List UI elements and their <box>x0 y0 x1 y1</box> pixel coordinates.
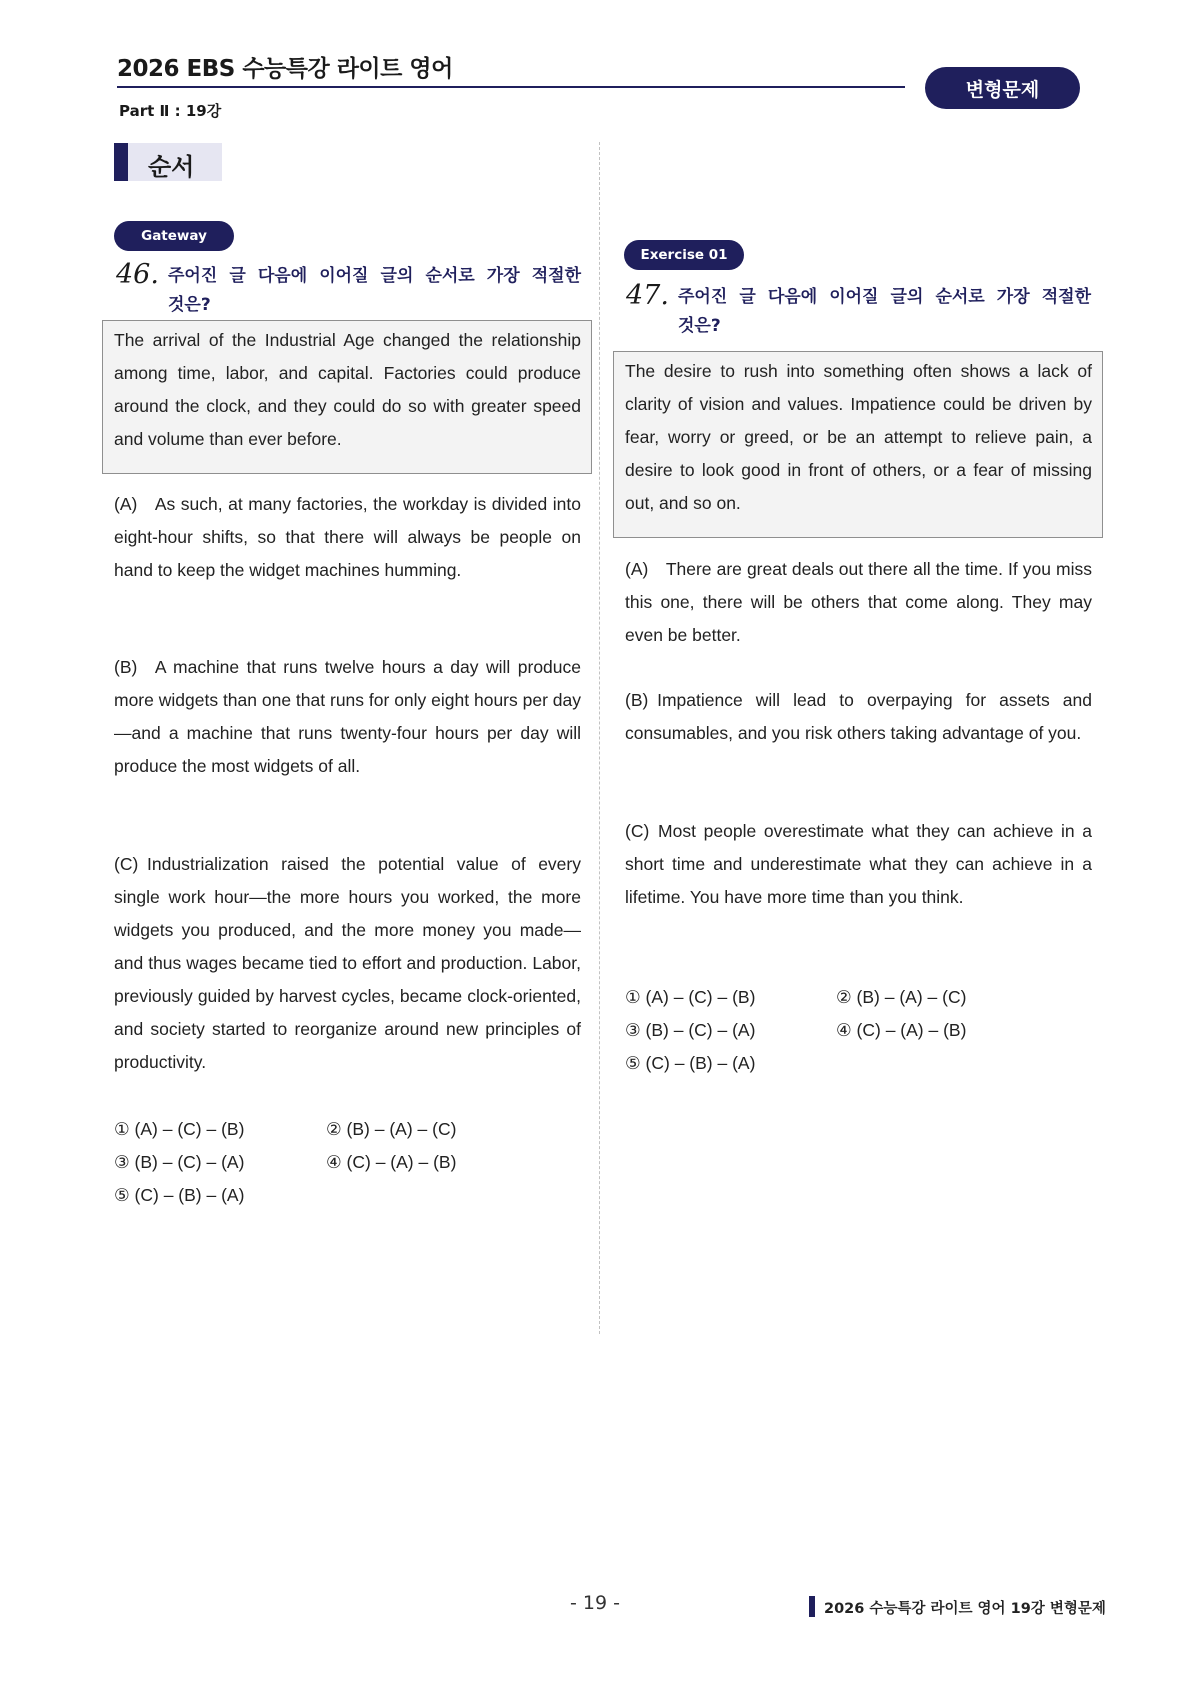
q46-prompt <box>168 262 581 320</box>
header-divider <box>117 86 905 88</box>
q46-prompt-line2: 것은? <box>168 295 211 315</box>
q46-prompt-line1: 주어진 글 다음에 이어질 글의 순서로 가장 적절한 <box>168 266 581 286</box>
q46-choice-1[interactable]: ① (A) – (C) – (B) <box>114 1119 245 1139</box>
q47-choice-4[interactable]: ④ (C) – (A) – (B) <box>836 1020 967 1040</box>
section-title: 순서 <box>148 153 195 181</box>
q47-paragraph-a: (A) There are great deals out there all the time. If you miss this one, there will be others that come along. They may even be better. <box>625 559 1092 645</box>
q46-number: 46. <box>116 259 159 290</box>
q46-paragraph-c: (C) Industrialization raised the potential value of every single work hour—the more hours you worked, the more widgets you produced, and the more money you made—and thus wages became tied to effort and production. Labor, previously guided by harvest cycles, became clock-oriented, and society started to reorganize around new principles of productivity. <box>114 854 581 1072</box>
q47-choice-2[interactable]: ② (B) – (A) – (C) <box>836 987 967 1007</box>
q47-prompt-line1: 주어진 글 다음에 이어질 글의 순서로 가장 적절한 <box>678 287 1091 307</box>
section-heading-bar <box>114 143 128 181</box>
q47-prompt <box>678 283 1091 341</box>
q46-choice-2[interactable]: ② (B) – (A) – (C) <box>326 1119 457 1139</box>
q47-choice-3[interactable]: ③ (B) – (C) – (A) <box>625 1020 756 1040</box>
q47-choice-1[interactable]: ① (A) – (C) – (B) <box>625 987 756 1007</box>
q47-paragraph-b: (B) Impatience will lead to overpaying for assets and consumables, and you risk others taking advantage of you. <box>625 690 1092 743</box>
header-title: 2026 EBS 수능특강 라이트 영어 <box>117 56 453 82</box>
footer-bar <box>809 1596 815 1617</box>
q47-prompt-line2: 것은? <box>678 316 721 336</box>
q46-paragraph-b: (B) A machine that runs twelve hours a day will produce more widgets than one that runs for only eight hours per day—and a machine that runs twenty-four hours per day will produce the most widgets of all. <box>114 657 581 776</box>
q47-paragraph-c: (C) Most people overestimate what they can achieve in a short time and underestimate what they can achieve in a lifetime. You have more time than you think. <box>625 821 1092 907</box>
variant-badge: 변형문제 <box>925 67 1080 109</box>
q47-number: 47. <box>626 280 669 311</box>
q47-choice-5[interactable]: ⑤ (C) – (B) – (A) <box>625 1053 756 1073</box>
q46-choice-4[interactable]: ④ (C) – (A) – (B) <box>326 1152 457 1172</box>
page-number: - 19 - <box>570 1592 620 1614</box>
gateway-tag: Gateway <box>114 221 234 251</box>
header-subtitle: Part Ⅱ : 19강 <box>119 102 222 120</box>
q46-choice-3[interactable]: ③ (B) – (C) – (A) <box>114 1152 245 1172</box>
q47-given-text: The desire to rush into something often shows a lack of clarity of vision and values. Impatience could be driven by fear, worry or greed, or be an attempt to relieve pain, a desire to look good in front of others, or a fear of missing out, and so on. <box>625 361 1092 513</box>
column-divider <box>599 142 600 1334</box>
q46-choice-5[interactable]: ⑤ (C) – (B) – (A) <box>114 1185 245 1205</box>
footer-text: 2026 수능특강 라이트 영어 19강 변형문제 <box>824 1601 1106 1617</box>
q46-paragraph-a: (A) As such, at many factories, the workday is divided into eight-hour shifts, so that there will always be people on hand to keep the widget machines humming. <box>114 494 581 580</box>
q46-given-text: The arrival of the Industrial Age changed the relationship among time, labor, and capital. Factories could produce around the clock, and they could do so with greater speed and volume than ever before. <box>114 330 581 449</box>
exercise-tag: Exercise 01 <box>624 240 744 270</box>
section-heading <box>114 143 222 181</box>
